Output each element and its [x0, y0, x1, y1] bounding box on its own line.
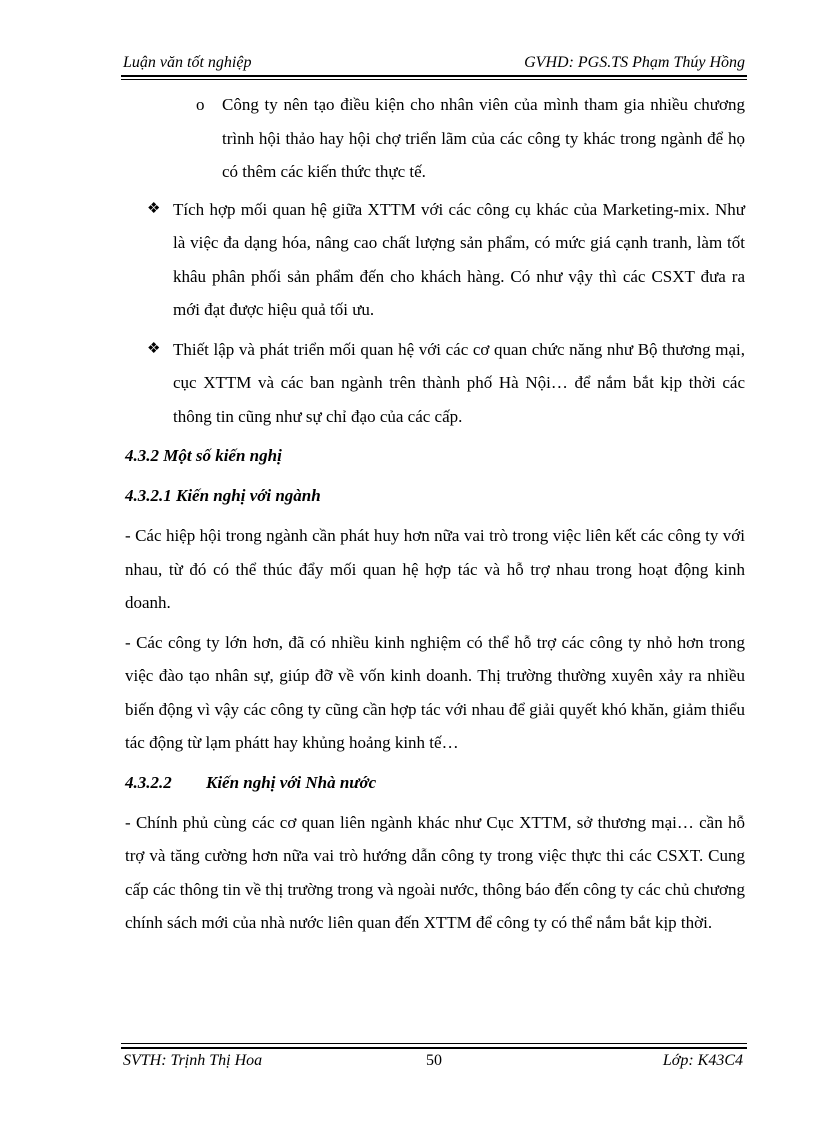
section-number: 4.3.2: [125, 446, 159, 465]
diamond-bullet-icon: ❖: [147, 340, 161, 357]
section-heading-4-3-2: [125, 439, 745, 473]
circle-bullet-icon: o: [196, 95, 205, 114]
section-title: Một số kiến nghị: [163, 446, 282, 465]
footer-class: Lớp: K43C4: [662, 1052, 743, 1069]
footer-rule: [121, 1047, 747, 1049]
diamond-bullet-icon: ❖: [147, 200, 161, 217]
section-number: 4.3.2.1: [125, 486, 172, 505]
header-advisor: GVHD: PGS.TS Phạm Thúy Hồng: [524, 54, 745, 71]
sub-bullet-text: Công ty nên tạo điều kiện cho nhân viên của mình tham gia nhiều chương trình hội thảo hay hội chợ triển lãm của các công ty khác trong ngành để họ có thêm các kiến thức thực tế.: [222, 95, 745, 181]
paragraph: - Các hiệp hội trong ngành cần phát huy hơn nữa vai trò trong việc liên kết các công ty với nhau, từ đó có thể thúc đẩy mối quan hệ hợp tác và hỗ trợ nhau trong hoạt động kinh doanh.: [125, 526, 745, 612]
sub-bullet-item: [196, 88, 745, 189]
page-header: [121, 52, 747, 76]
section-heading-4-3-2-2: [125, 766, 745, 800]
footer-rule-thin: [121, 1043, 747, 1044]
page-footer: [121, 1043, 747, 1073]
diamond-bullet-item: [147, 193, 745, 327]
section-heading-4-3-2-1: [125, 479, 745, 513]
header-rule: [121, 75, 747, 77]
header-thesis-label: Luận văn tốt nghiệp: [123, 54, 252, 71]
section-title: Kiến nghị với Nhà nước: [206, 772, 377, 792]
section-title: Kiến nghị với ngành: [176, 486, 321, 505]
paragraph: - Chính phủ cùng các cơ quan liên ngành khác như Cục XTTM, sở thương mại… cần hỗ trợ và tăng cường hơn nữa vai trò hướng dẫn công ty trong việc thực thi các CSXT. Cung cấp các thông tin về thị trường trong và ngoài nước, thông báo đến công ty các chủ chương chính sách mới của nhà nước liên quan đến XTTM để công ty có thể nắm bắt kịp thời.: [125, 812, 745, 932]
bullet-text: Tích hợp mối quan hệ giữa XTTM với các công cụ khác của Marketing-mix. Như là việc đa dạng hóa, nâng cao chất lượng sản phẩm, có mức giá cạnh tranh, làm tốt khâu phân phối sản phẩm đến cho khách hàng. Có như vậy thì các CSXT đưa ra mới đạt được hiệu quả tối ưu.: [173, 199, 745, 319]
section-number: 4.3.2.2: [125, 772, 172, 792]
footer-student: SVTH: Trịnh Thị Hoa: [123, 1052, 263, 1069]
page-body: [125, 88, 745, 946]
header-rule-thin: [121, 79, 747, 80]
bullet-text: Thiết lập và phát triển mối quan hệ với các cơ quan chức năng như Bộ thương mại, cục XTTM và các ban ngành trên thành phố Hà Nội… để nắm bắt kịp thời các thông tin cũng như sự chỉ đạo của các cấp.: [173, 339, 745, 426]
page-number: 50: [426, 1052, 442, 1069]
paragraph: - Các công ty lớn hơn, đã có nhiều kinh nghiệm có thể hỗ trợ các công ty nhỏ hơn trong việc đào tạo nhân sự, giúp đỡ về vốn kinh doanh. Thị trường thường xuyên xảy ra nhiều biến động vì vậy các công ty cũng cần hợp tác với nhau để giải quyết khó khăn, giảm thiểu tác động từ lạm phátt hay khủng hoảng kinh tế…: [125, 632, 745, 752]
diamond-bullet-item: [147, 333, 745, 434]
